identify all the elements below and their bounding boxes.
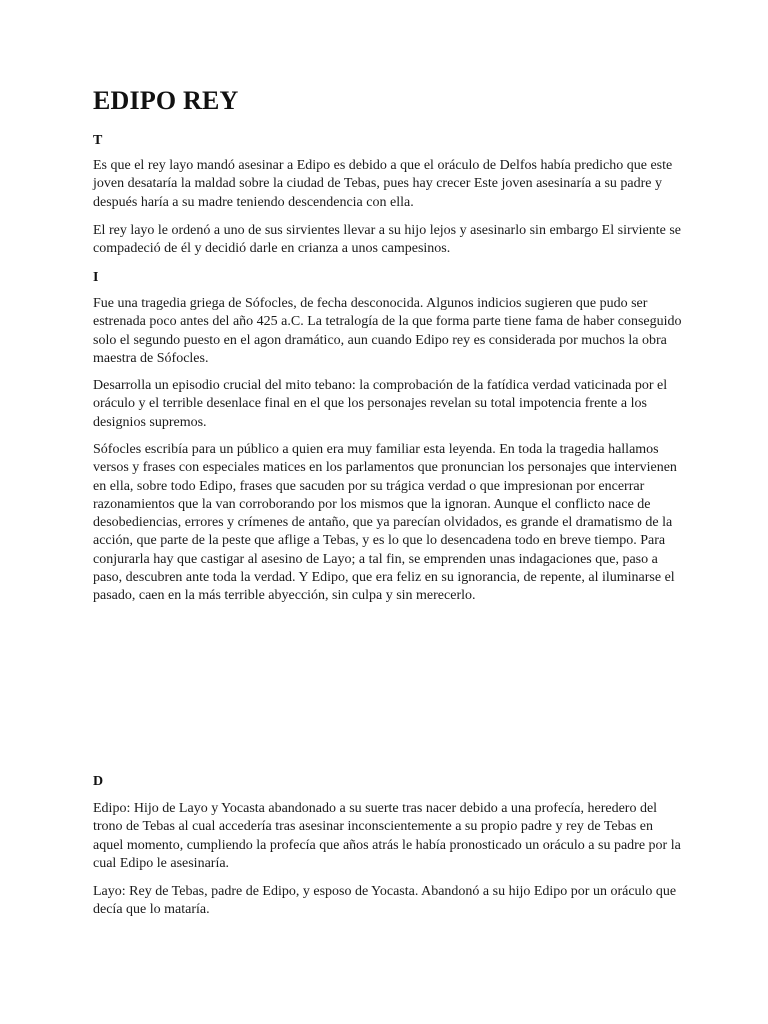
paragraph: Es que el rey layo mandó asesinar a Edipo es debido a que el oráculo de Delfos había predicho que este joven desataría la maldad sobre la ciudad de Tebas, pues hay crecer Este joven asesinaría a su padre y después haría a su madre teniendo descendencia con ella. (93, 158, 673, 210)
section-heading-t: T (93, 133, 103, 148)
paragraph: Layo: Rey de Tebas, padre de Edipo, y esposo de Yocasta. Abandonó a su hijo Edipo por un oráculo que decía que lo mataría. (93, 884, 677, 918)
paragraph: El rey layo le ordenó a uno de sus sirvientes llevar a su hijo lejos y asesinarlo sin embargo El sirviente se compadeció de él y decidió darle en crianza a unos campesinos. (93, 223, 681, 257)
paragraph: Edipo: Hijo de Layo y Yocasta abandonado a su suerte tras nacer debido a una profecía, heredero del trono de Tebas al cual accedería tras asesinar inconscientemente a su propio padre y rey de Tebas en aquel momento, cumpliendo la profecía que años atrás le había pronosticado un oráculo a su padre por la cual Edipo le asesinaría. (93, 801, 681, 871)
section-heading-i: I (93, 270, 99, 285)
document-title: EDIPO REY (93, 86, 239, 115)
paragraph: Desarrolla un episodio crucial del mito tebano: la comprobación de la fatídica verdad vaticinada por el oráculo y el terrible desenlace final en el que los personajes revelan su total impotencia frente a los designios supremos. (93, 378, 668, 430)
paragraph: Fue una tragedia griega de Sófocles, de fecha desconocida. Algunos indicios sugieren que pudo ser estrenada poco antes del año 425 a.C. La tetralogía de la que forma parte tiene fama de haber conseguido solo el segundo puesto en el agon dramático, aun cuando Edipo rey es considerada por muchos la obra maestra de Sófocles. (93, 296, 682, 366)
paragraph: Sófocles escribía para un público a quien era muy familiar esta leyenda. En toda la tragedia hallamos versos y frases con especiales matices en los parlamentos que pronuncian los personajes que intervienen en ella, sobre todo Edipo, frases que sacuden por su trágica verdad o que impresionan por encerrar razonamientos que la van corroborando por los mismos que la ignoran. Aunque el conflicto nace de desobediencias, errores y crímenes de antaño, que ya parecían olvidados, es grande el dramatismo de la acción, que parte de la peste que aflige a Tebas, y es lo que lo desencadena todo en breve tiempo. Para conjurarla hay que castigar al asesino de Layo; a tal fin, se emprenden unas indagaciones que, paso a paso, descubren ante toda la verdad. Y Edipo, que era feliz en su ignorancia, de repente, al iluminarse el pasado, caen en la más terrible abyección, sin culpa y sin merecerlo. (93, 442, 677, 604)
section-heading-d: D (93, 774, 104, 789)
